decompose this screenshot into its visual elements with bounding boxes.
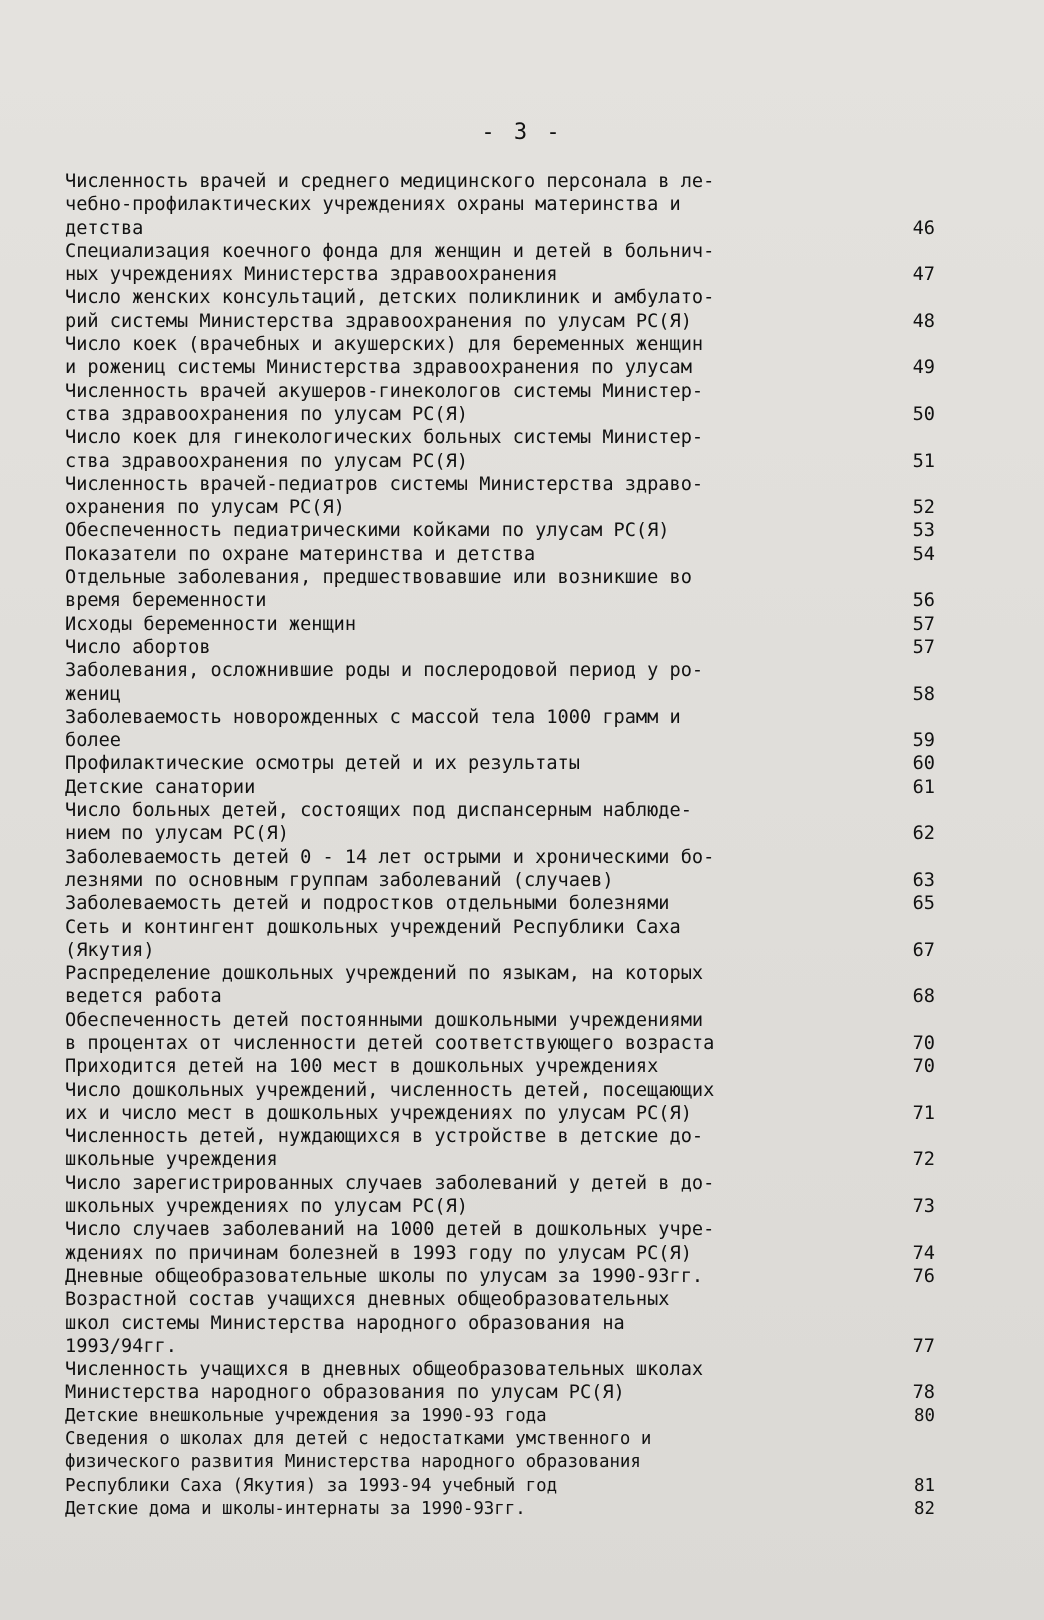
toc-entry: [65, 1172, 935, 1219]
toc-entry-page: 74: [912, 1242, 935, 1264]
toc-entry-page: 50: [912, 403, 935, 425]
toc-entry: [65, 892, 935, 915]
toc-entry: [65, 426, 935, 473]
toc-entry-title: Число коек для гинекологических больных системы Министер- ства здравоохранения по улусам РС(Я): [65, 427, 704, 472]
toc-entry-page: 54: [912, 543, 935, 565]
page-number: - 3 -: [481, 120, 563, 145]
toc-entry-page: 51: [912, 450, 935, 472]
toc-entry-title: Исходы беременности женщин: [65, 613, 357, 635]
toc-entry: [65, 1009, 935, 1056]
toc-entry-page: 49: [912, 357, 935, 379]
toc-entry-title: Показатели по охране материнства и детства: [65, 543, 536, 565]
toc-entry-title: Численность детей, нуждающихся в устройстве в детские до- школьные учреждения: [65, 1126, 704, 1171]
toc-entry-page: 80: [914, 1405, 935, 1426]
toc-entry-page: 57: [912, 613, 935, 635]
toc-entry-title: Число больных детей, состоящих под диспансерным наблюде- нием по улусам РС(Я): [65, 800, 692, 845]
toc-entry-page: 70: [912, 1056, 935, 1078]
toc-entry-title: Детские дома и школы-интернаты за 1990-93гг.: [65, 1498, 526, 1519]
toc-entry: [65, 636, 935, 659]
toc-entry-title: Число абортов: [65, 636, 211, 658]
toc-entry: [65, 519, 935, 542]
toc-entry: [65, 543, 935, 566]
toc-entry: [65, 566, 935, 613]
toc-entry: [65, 1218, 935, 1265]
toc-entry: [65, 1498, 935, 1521]
toc-entry-title: Число женских консультаций, детских поликлиник и амбулато- рий системы Министерства здравоохранения по улусам РС(Я): [65, 287, 715, 332]
toc-entry-page: 57: [912, 636, 935, 658]
toc-entry-title: Возрастной состав учащихся дневных общеобразовательных школ системы Министерства народного образования на 1993/94гг.: [65, 1289, 670, 1357]
toc-entry-page: 71: [912, 1102, 935, 1124]
toc-entry-title: Профилактические осмотры детей и их результаты: [65, 753, 580, 775]
toc-entry-page: 73: [912, 1196, 935, 1218]
toc-entry-title: Специализация коечного фонда для женщин и детей в больнич- ных учреждениях Министерства здравоохранения: [65, 240, 715, 286]
toc-entry: [65, 1079, 935, 1126]
toc-entry: [65, 1055, 935, 1078]
toc-entry-title: Обеспеченность детей постоянными дошкольными учреждениями в процентах от численности детей соответствующего возраста: [65, 1009, 715, 1054]
toc-entry: [65, 706, 935, 753]
toc-entry: [65, 1265, 935, 1288]
toc-entry-page: 59: [912, 730, 935, 752]
toc-entry: [65, 659, 935, 706]
toc-entry-title: Отдельные заболевания, предшествовавшие или возникшие во время беременности: [65, 567, 692, 612]
toc-entry-title: Число коек (врачебных и акушерских) для беременных женщин и рожениц системы Министерства здравоохранения по улусам: [65, 334, 704, 379]
toc-entry: [65, 1358, 935, 1405]
toc-entry-title: Детские санатории: [65, 776, 256, 798]
toc-entry-title: Обеспеченность педиатрическими койками по улусам РС(Я): [65, 520, 670, 542]
toc-entry-title: Численность врачей-педиатров системы Министерства здраво- охранения по улусам РС(Я): [65, 473, 704, 519]
toc-entry: [65, 333, 935, 380]
toc-entry-title: Заболевания, осложнившие роды и послеродовой период у ро- жениц: [65, 660, 704, 705]
toc-entry-title: Численность врачей акушеров-гинекологов системы Министер- ства здравоохранения по улусам РС(Я): [65, 380, 704, 425]
toc-entry-title: Число зарегистрированных случаев заболеваний у детей в до- школьных учреждениях по улусам РС(Я): [65, 1172, 715, 1218]
toc-entry-page: 52: [912, 497, 935, 519]
toc-entry-title: Заболеваемость детей и подростков отдельными болезнями: [65, 893, 670, 915]
toc-entry: [65, 286, 935, 333]
toc-entry-page: 63: [912, 869, 935, 891]
toc-entry-page: 46: [912, 217, 935, 239]
toc-entry-page: 68: [912, 986, 935, 1008]
toc-entry: [65, 962, 935, 1009]
toc-entry-title: Сеть и контингент дошкольных учреждений Республики Саха (Якутия): [65, 916, 681, 961]
toc-entry-title: Число дошкольных учреждений, численность детей, посещающих их и число мест в дошкольных учреждениях по улусам РС(Я): [65, 1079, 715, 1124]
toc-entry-title: Сведения о школах для детей с недостатками умственного и физического развития Министерства народного образования Республики Саха (Якутия) за 1993-94 учебный год: [65, 1429, 652, 1496]
toc-entry-page: 78: [912, 1382, 935, 1404]
toc-entry-page: 58: [912, 683, 935, 705]
toc-entry-title: Дневные общеобразовательные школы по улусам за 1990-93гг.: [65, 1265, 704, 1287]
toc-entry: [65, 613, 935, 636]
toc-entry-page: 48: [912, 310, 935, 332]
table-of-contents: [65, 170, 935, 1521]
toc-entry: [65, 380, 935, 427]
toc-entry-title: Распределение дошкольных учреждений по языкам, на которых ведется работа: [65, 963, 704, 1008]
toc-entry: [65, 1428, 935, 1498]
toc-entry-page: 77: [912, 1335, 935, 1357]
toc-entry-page: 65: [912, 893, 935, 915]
toc-entry: [65, 916, 935, 963]
toc-entry: [65, 1125, 935, 1172]
toc-entry: [65, 846, 935, 893]
toc-entry: [65, 1405, 935, 1428]
toc-entry-title: Число случаев заболеваний на 1000 детей в дошкольных учре- ждениях по причинам болезней в 1993 году по улусам РС(Я): [65, 1219, 715, 1264]
toc-entry-page: 62: [912, 823, 935, 845]
toc-entry-page: 72: [912, 1149, 935, 1171]
toc-entry: [65, 240, 935, 287]
toc-entry-title: Заболеваемость детей 0 - 14 лет острыми и хроническими бо- лезнями по основным группам заболеваний (случаев): [65, 846, 715, 891]
toc-entry-title: Приходится детей на 100 мест в дошкольных учреждениях: [65, 1056, 659, 1078]
toc-entry-title: Численность врачей и среднего медицинского персонала в ле- чебно-профилактических учреждениях охраны материнства и детства: [65, 171, 715, 239]
toc-entry-page: 61: [912, 776, 935, 798]
toc-entry-title: Детские внешкольные учреждения за 1990-93 года: [65, 1405, 547, 1426]
toc-entry-title: Заболеваемость новорожденных с массой тела 1000 грамм и более: [65, 706, 681, 752]
toc-entry-page: 82: [914, 1498, 935, 1519]
toc-entry-page: 70: [912, 1032, 935, 1054]
toc-entry-page: 60: [912, 753, 935, 775]
toc-entry: [65, 1288, 935, 1358]
toc-entry: [65, 170, 935, 240]
toc-entry: [65, 473, 935, 520]
toc-entry-page: 53: [912, 520, 935, 542]
toc-entry-title: Численность учащихся в дневных общеобразовательных школах Министерства народного образования по улусам РС(Я): [65, 1359, 704, 1404]
toc-entry-page: 47: [912, 264, 935, 286]
toc-entry: [65, 752, 935, 775]
toc-entry: [65, 776, 935, 799]
toc-entry-page: 76: [912, 1265, 935, 1287]
toc-entry: [65, 799, 935, 846]
toc-entry-page: 56: [912, 590, 935, 612]
toc-entry-page: 67: [912, 939, 935, 961]
toc-entry-page: 81: [914, 1475, 935, 1496]
